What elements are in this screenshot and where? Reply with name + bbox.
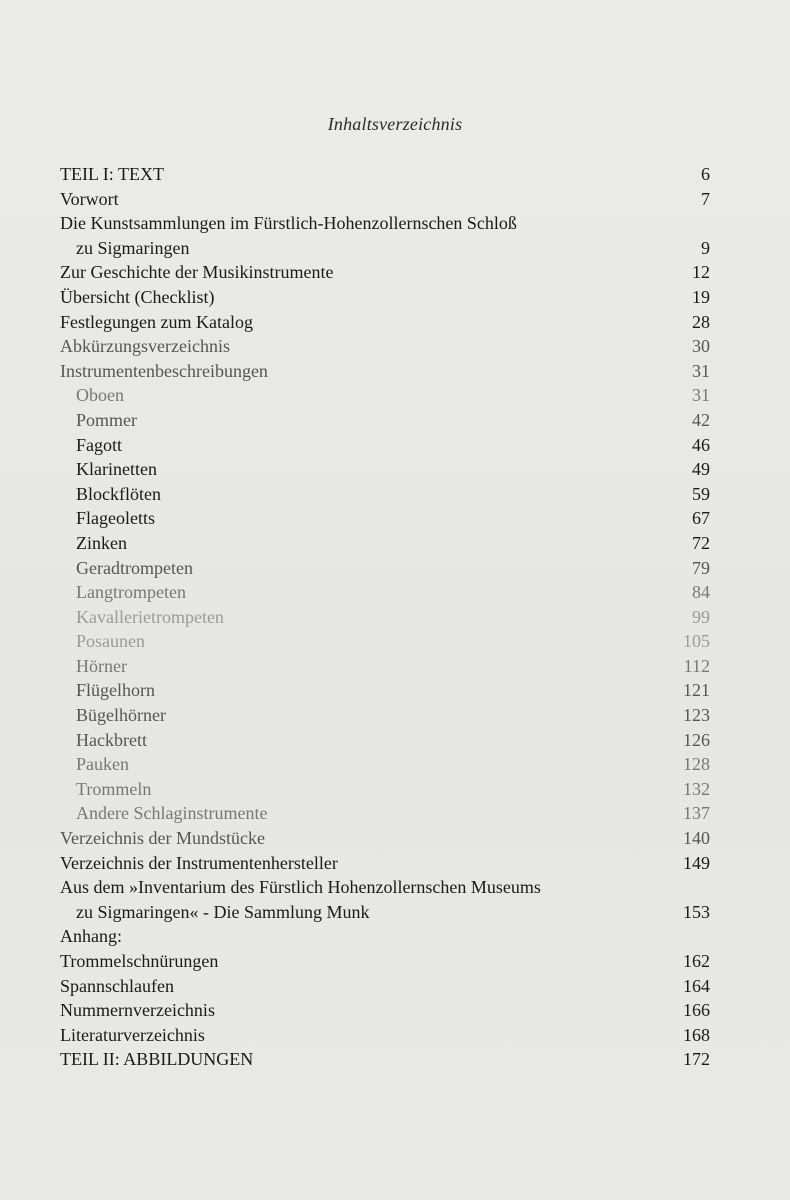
toc-entry-page-number: 12	[692, 262, 710, 283]
toc-entry-label: Trommelschnürungen	[60, 951, 219, 971]
toc-entry-label: Verzeichnis der Mundstücke	[60, 828, 265, 849]
toc-entry-label: Die Kunstsammlungen im Fürstlich-Hohenzollernschen Schloß	[60, 213, 517, 234]
toc-entry-page-number: 6	[701, 164, 710, 184]
toc-entry-label: Andere Schlaginstrumente	[76, 803, 268, 824]
toc-entry	[60, 801, 710, 826]
toc-entry-page-number: 105	[683, 631, 710, 652]
toc-entry-page-number: 128	[683, 754, 710, 775]
toc-entry	[60, 777, 710, 802]
toc-entry-page-number: 123	[683, 705, 710, 726]
toc-entry-page-number: 153	[683, 901, 710, 922]
toc-entry-page-number: 7	[701, 188, 710, 209]
toc-entry-label: Zinken	[76, 532, 127, 553]
toc-entry-label: Hörner	[76, 655, 127, 676]
toc-entry-label: Übersicht (Checklist)	[60, 286, 215, 307]
toc-entry-page-number: 121	[683, 680, 710, 701]
toc-entry-page-number: 168	[683, 1024, 710, 1045]
toc-entry	[60, 728, 710, 753]
toc-entry-page-number: 31	[692, 360, 710, 381]
toc-entry	[60, 383, 710, 408]
toc-entry	[60, 506, 710, 531]
toc-entry	[60, 629, 710, 654]
toc-entry-label: Zur Geschichte der Musikinstrumente	[60, 262, 334, 283]
toc-entry	[60, 605, 710, 630]
toc-entry-label: Anhang:	[60, 926, 122, 947]
toc-entry-page-number: 49	[692, 459, 710, 480]
toc-entry	[60, 924, 710, 949]
toc-entry-label: TEIL II: ABBILDUNGEN	[60, 1049, 254, 1070]
toc-entry-label: Aus dem »Inventarium des Fürstlich Hohenzollernschen Museums	[60, 877, 541, 898]
toc-entry-label: TEIL I: TEXT	[60, 164, 164, 184]
toc-entry	[60, 1023, 710, 1048]
toc-entry-page-number: 99	[692, 606, 710, 627]
toc-entry-label: zu Sigmaringen	[76, 237, 190, 258]
toc-entry	[60, 1047, 710, 1072]
toc-entry-page-number: 30	[692, 336, 710, 357]
toc-entry-label: Geradtrompeten	[76, 557, 193, 578]
page-title: Inhaltsverzeichnis	[327, 114, 463, 134]
toc-entry-page-number: 9	[701, 237, 710, 258]
toc-entry	[60, 703, 710, 728]
toc-entry-label: Vorwort	[60, 188, 119, 209]
toc-entry-page-number: 166	[683, 1000, 710, 1021]
toc-entry-label: Literaturverzeichnis	[60, 1024, 205, 1045]
toc-entry	[60, 359, 710, 384]
toc-entry-page-number: 132	[683, 778, 710, 799]
toc-entry-page-number: 19	[692, 286, 710, 307]
toc-entry-page-number: 46	[692, 434, 710, 455]
toc-entry	[60, 187, 710, 212]
toc-entry-label: Fagott	[76, 434, 123, 455]
toc-entry-page-number: 172	[683, 1049, 710, 1070]
toc-entry-page-number: 112	[683, 655, 710, 676]
toc-entry-page-number: 140	[683, 828, 710, 849]
toc-entry-page-number: 164	[683, 975, 710, 996]
toc-entry-page-number: 126	[683, 729, 710, 750]
toc-entry	[60, 310, 710, 335]
toc-entry-label: Abkürzungsverzeichnis	[60, 336, 230, 357]
toc-entry-page-number: 31	[692, 385, 710, 406]
toc-entry-label: Flageoletts	[76, 508, 155, 529]
toc-entry	[60, 457, 710, 482]
toc-entry	[60, 949, 710, 974]
toc-entry-label: Festlegungen zum Katalog	[60, 311, 253, 332]
toc-entry	[60, 236, 710, 261]
toc-entry-page-number: 72	[692, 532, 710, 553]
toc-entry	[60, 998, 710, 1023]
toc-entry	[60, 408, 710, 433]
toc-entry	[60, 900, 710, 925]
toc-entry-label: Nummernverzeichnis	[60, 1000, 215, 1021]
toc-entry-page-number: 137	[683, 803, 710, 824]
toc-entry	[60, 260, 710, 285]
toc-entry	[60, 752, 710, 777]
toc-entry-label: Instrumentenbeschreibungen	[60, 360, 268, 381]
toc-entry-page-number: 79	[692, 557, 710, 578]
toc-entry-label: Oboen	[76, 385, 124, 406]
toc-entry-label: Langtrompeten	[76, 582, 186, 603]
toc-entry-page-number: 42	[692, 409, 710, 430]
toc-entry-label: Blockflöten	[76, 483, 161, 504]
toc-entry	[60, 162, 710, 187]
toc-entry	[60, 974, 710, 999]
toc-entry-page-number: 59	[692, 483, 710, 504]
toc-entry-label: Klarinetten	[76, 459, 157, 480]
toc-entry-label: Pommer	[76, 409, 137, 430]
toc-entry-page-number: 162	[683, 951, 710, 971]
table-of-contents	[60, 162, 710, 1072]
toc-entry	[60, 875, 710, 900]
toc-entry-label: Verzeichnis der Instrumentenhersteller	[60, 852, 338, 873]
toc-entry	[60, 678, 710, 703]
toc-entry-label: Trommeln	[76, 778, 152, 799]
toc-entry	[60, 654, 710, 679]
toc-entry	[60, 556, 710, 581]
toc-entry-label: Hackbrett	[76, 729, 147, 750]
toc-entry-page-number: 28	[692, 311, 710, 332]
toc-entry-label: Pauken	[76, 754, 129, 775]
toc-entry-page-number: 149	[683, 852, 710, 873]
toc-entry-label: zu Sigmaringen« - Die Sammlung Munk	[76, 901, 370, 922]
toc-entry-label: Bügelhörner	[76, 705, 166, 726]
toc-entry-label: Flügelhorn	[76, 680, 155, 701]
toc-entry-label: Spannschlaufen	[60, 975, 174, 996]
toc-entry	[60, 211, 710, 236]
toc-entry	[60, 531, 710, 556]
toc-entry	[60, 580, 710, 605]
toc-entry-label: Kavallerietrompeten	[76, 606, 224, 627]
toc-entry-label: Posaunen	[76, 631, 145, 652]
toc-entry	[60, 826, 710, 851]
toc-entry	[60, 285, 710, 310]
toc-entry-page-number: 84	[692, 582, 710, 603]
toc-entry	[60, 334, 710, 359]
toc-entry	[60, 851, 710, 876]
toc-entry	[60, 433, 710, 458]
toc-entry-page-number: 67	[692, 508, 710, 529]
toc-entry	[60, 482, 710, 507]
